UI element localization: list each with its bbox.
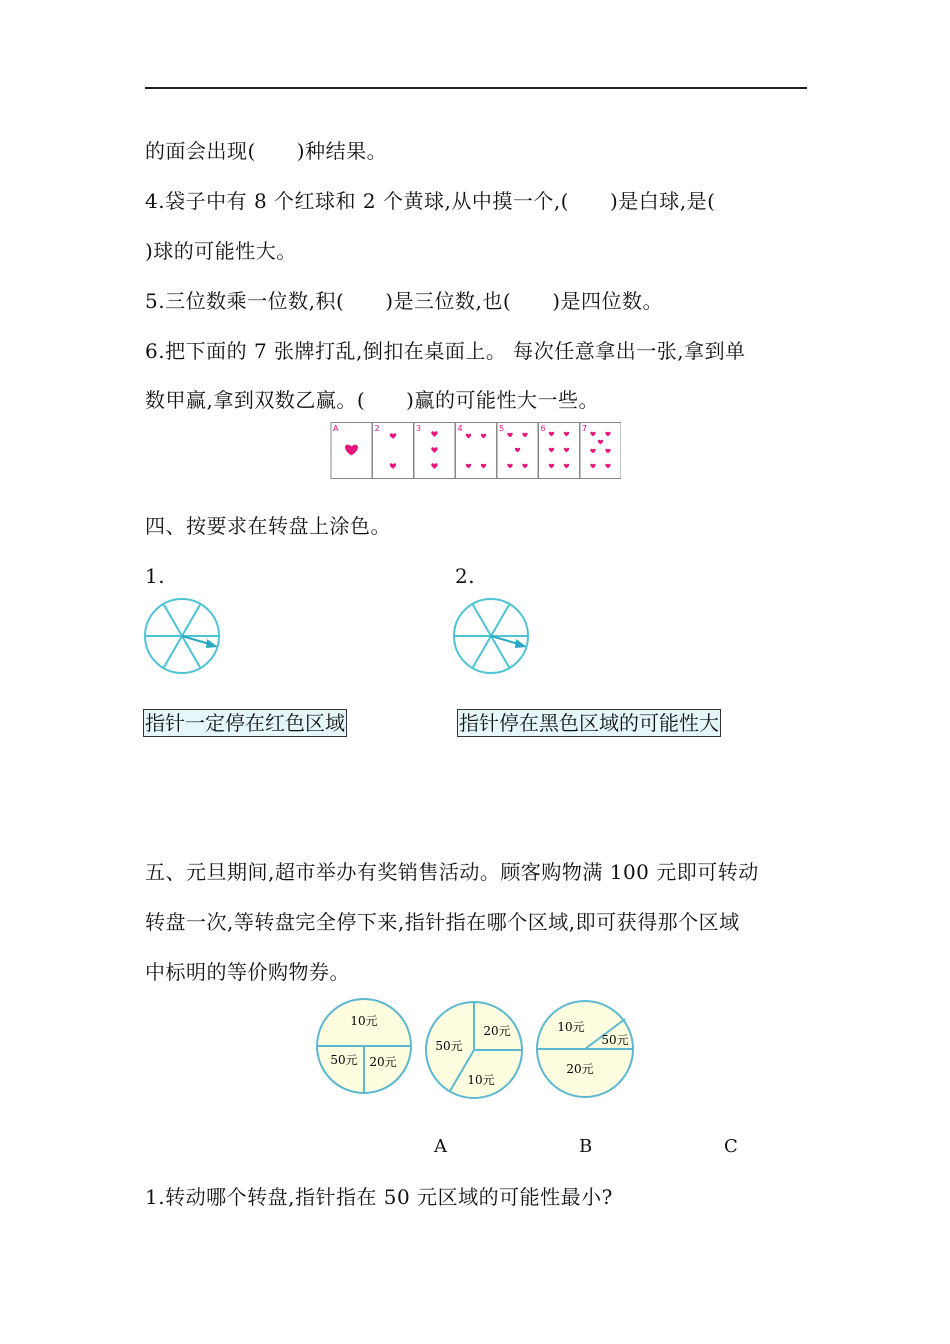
playing-cards-figure: [330, 422, 621, 480]
card-rank-label: 3: [416, 424, 422, 433]
question-6-continued: 数甲赢,拿到双数乙赢。( )赢的可能性大一些。: [145, 388, 599, 412]
wheel-b-label-2: 20元: [483, 1024, 511, 1038]
spinner-1-number: 1.: [145, 564, 166, 588]
question-5: 5.三位数乘一位数,积( )是三位数,也( )是四位数。: [145, 289, 664, 313]
wheel-c-caption: C: [724, 1136, 738, 1157]
playing-card-3: [414, 423, 455, 479]
prize-wheel-c: [537, 1001, 633, 1097]
prize-wheels-figure: [313, 998, 638, 1102]
spinner-1: [143, 597, 221, 675]
wheel-c-label-3: 20元: [566, 1062, 594, 1076]
prize-wheel-a: [317, 999, 411, 1093]
spinner-2-number: 2.: [455, 564, 476, 588]
wheel-b-caption: B: [579, 1136, 593, 1157]
spinner-1-requirement: 指针一定停在红色区域: [145, 711, 345, 735]
section-5-line-2: 转盘一次,等转盘完全停下来,指针指在哪个区域,即可获得那个区域: [145, 910, 740, 934]
question-6: 6.把下面的 7 张牌打乱,倒扣在桌面上。 每次任意拿出一张,拿到单: [145, 339, 746, 363]
card-rank-label: A: [333, 424, 339, 433]
prize-wheel-b: [426, 1002, 522, 1098]
playing-card-2: [373, 423, 414, 479]
playing-card-6: [539, 423, 580, 479]
card-rank-label: 2: [374, 424, 380, 433]
card-rank-label: 7: [582, 424, 588, 433]
question-4-continued: )球的可能性大。: [145, 239, 297, 263]
spinner-2: [452, 597, 530, 675]
wheel-b-label-1: 50元: [435, 1039, 463, 1053]
section-5-line-1: 五、元旦期间,超市举办有奖销售活动。顾客购物满 100 元即可转动: [145, 860, 759, 884]
wheel-a-label-2: 50元: [330, 1053, 358, 1067]
section-5-question-1: 1.转动哪个转盘,指针指在 50 元区域的可能性最小?: [145, 1185, 613, 1209]
wheel-a-label-1: 10元: [350, 1014, 378, 1028]
playing-card-1: [331, 423, 372, 479]
card-rank-label: 4: [457, 424, 463, 433]
wheel-a-caption: A: [434, 1136, 447, 1157]
spinner-2-requirement: 指针停在黑色区域的可能性大: [459, 711, 719, 735]
question-4: 4.袋子中有 8 个红球和 2 个黄球,从中摸一个,( )是白球,是(: [145, 189, 716, 213]
card-rank-label: 5: [499, 424, 505, 433]
wheel-c-label-2: 50元: [601, 1033, 629, 1047]
section-5-line-3: 中标明的等价购物券。: [145, 960, 350, 984]
wheel-b-label-3: 10元: [467, 1073, 495, 1087]
question-3-continued: 的面会出现( )种结果。: [145, 139, 388, 163]
header-rule: [145, 87, 807, 89]
section-4-title: 四、按要求在转盘上涂色。: [145, 514, 391, 538]
wheel-c-label-1: 10元: [557, 1020, 585, 1034]
wheel-a-label-3: 20元: [369, 1055, 397, 1069]
playing-card-5: [497, 423, 538, 479]
card-rank-label: 6: [540, 424, 546, 433]
playing-card-7: [580, 423, 621, 479]
playing-card-4: [456, 423, 497, 479]
